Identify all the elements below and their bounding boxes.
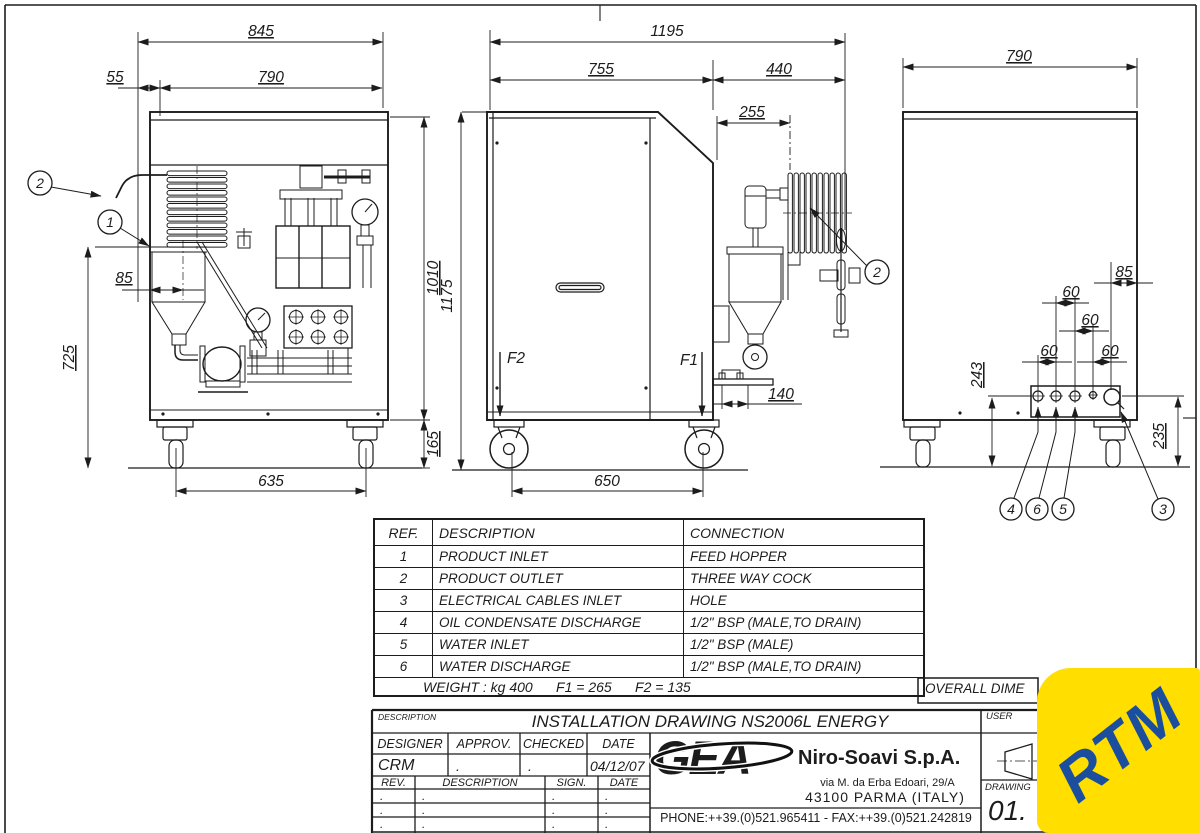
dim-1010: 1010	[425, 260, 442, 296]
rev-cell: .	[422, 817, 426, 831]
label-f1: F1	[679, 352, 699, 369]
callout-5: 5	[1059, 501, 1067, 517]
pressure-gauge-top	[352, 199, 378, 288]
approv-value: .	[456, 758, 460, 774]
cooling-coil-side	[783, 173, 852, 253]
table-row: 2 PRODUCT OUTLET THREE WAY COCK	[374, 568, 924, 590]
callout-6: 6	[1033, 501, 1041, 517]
caster-front-left	[157, 420, 193, 468]
dim-1175: 1175	[439, 279, 456, 313]
dim-1195: 1195	[650, 23, 684, 40]
rev-cell: .	[380, 789, 384, 803]
brace	[197, 242, 262, 348]
col-description: DESCRIPTION	[433, 519, 684, 546]
door-handle	[556, 283, 604, 292]
outlet-pipe	[116, 175, 167, 198]
back-view	[880, 48, 1190, 520]
side-machinery	[713, 173, 860, 385]
col-ref: REF.	[374, 519, 433, 546]
table-row: 4 OIL CONDENSATE DISCHARGE 1/2" BSP (MALE,TO DRAIN)	[374, 612, 924, 634]
dim-790: 790	[258, 69, 284, 86]
dim-725: 725	[61, 345, 78, 371]
back-dimensions	[903, 48, 1184, 466]
dim-255: 255	[739, 104, 765, 121]
weight-note: WEIGHT : kg 400 F1 = 265 F2 = 135	[374, 678, 924, 697]
dim-60-3: 60	[1040, 343, 1058, 360]
rev-cell: .	[605, 817, 609, 831]
checked-label: CHECKED	[522, 737, 585, 751]
dim-60-4: 60	[1101, 343, 1119, 360]
callout-1: 1	[106, 214, 114, 230]
date-value: 04/12/07	[590, 758, 645, 774]
callout-4: 4	[1007, 501, 1015, 517]
overall-dimensions-note: OVERALL DIME	[925, 681, 1025, 696]
callout-3: 3	[1159, 501, 1167, 517]
side-view	[439, 23, 889, 497]
company-name: Niro-Soavi S.p.A.	[798, 747, 961, 769]
cylinder	[745, 186, 766, 247]
description-label: DESCRIPTION	[378, 712, 437, 722]
rev-cell: .	[605, 803, 609, 817]
designer-value: CRM	[378, 757, 415, 774]
rev-date-label: DATE	[609, 777, 639, 789]
cooling-coil	[167, 166, 227, 249]
caster-back-left	[904, 420, 940, 467]
table-header-row	[374, 519, 924, 546]
connection-panel	[1031, 386, 1124, 417]
phone-fax: PHONE:++39.(0)521.965411 - FAX:++39.(0)521.242819	[660, 811, 972, 825]
table-footer-row	[374, 678, 924, 697]
dim-635: 635	[258, 473, 284, 490]
dim-440: 440	[766, 61, 792, 78]
rev-cell: .	[380, 803, 384, 817]
connections-table	[373, 518, 925, 697]
dim-55: 55	[106, 69, 124, 86]
dim-845: 845	[248, 23, 274, 40]
dim-140: 140	[768, 386, 794, 403]
hand-valve	[236, 228, 252, 248]
callout-2: 2	[873, 264, 881, 280]
svg-text:GEA: GEA	[654, 731, 750, 784]
address-line-2: 43100 PARMA (ITALY)	[805, 789, 965, 805]
caster-back-right	[1094, 420, 1130, 467]
feed-hopper-side	[713, 247, 783, 385]
drawing-number-label: DRAWING	[985, 782, 1031, 793]
rev-cell: .	[552, 789, 556, 803]
table-row: 5 WATER INLET 1/2" BSP (MALE)	[374, 634, 924, 656]
rev-cell: .	[605, 789, 609, 803]
dim-85: 85	[115, 270, 133, 287]
side-dimensions	[439, 23, 845, 497]
callout-2: 2	[36, 175, 44, 191]
rtm-watermark	[1037, 668, 1200, 833]
back-callouts	[1000, 407, 1174, 520]
sheet-frame	[5, 5, 1196, 833]
front-dimensions	[61, 23, 442, 497]
col-connection: CONNECTION	[684, 519, 925, 546]
flange-grid	[284, 306, 352, 348]
rev-cell: .	[552, 803, 556, 817]
sign-label: SIGN.	[556, 777, 587, 789]
caster-side-left	[490, 420, 528, 468]
drawing-title: INSTALLATION DRAWING NS2006L ENERGY	[531, 712, 889, 731]
address-line-1: via M. da Erba Edoari, 29/A	[820, 777, 955, 789]
caster-side-right	[685, 420, 723, 468]
dim-60-1: 60	[1062, 284, 1080, 301]
approv-label: APPROV.	[456, 737, 512, 751]
dim-60-2: 60	[1081, 312, 1099, 329]
screw-dots	[161, 412, 379, 415]
dim-755: 755	[588, 61, 614, 78]
caster-front-right	[347, 420, 383, 468]
dim-85-back: 85	[1115, 264, 1133, 281]
pump	[198, 346, 248, 392]
compression-block	[276, 166, 370, 288]
label-f2: F2	[506, 350, 526, 367]
rev-cell: .	[380, 817, 384, 831]
pressure-gauge-mid	[246, 308, 270, 356]
table-row: 3 ELECTRICAL CABLES INLET HOLE	[374, 590, 924, 612]
dim-235: 235	[1151, 423, 1168, 449]
drawing-number: 01.	[988, 795, 1027, 826]
rev-cell: .	[422, 803, 426, 817]
feed-hopper	[150, 240, 207, 360]
front-view	[28, 23, 442, 497]
rev-label: REV.	[381, 777, 406, 789]
dim-165: 165	[425, 431, 442, 457]
dim-650: 650	[594, 473, 620, 490]
dim-243: 243	[969, 362, 986, 388]
front-machinery	[116, 166, 378, 392]
gea-logo	[651, 731, 792, 784]
checked-value: .	[528, 758, 532, 774]
dim-790-back: 790	[1006, 48, 1032, 65]
designer-label: DESIGNER	[377, 737, 443, 751]
rev-cell: .	[422, 789, 426, 803]
date-label: DATE	[602, 737, 635, 751]
rev-description-label: DESCRIPTION	[442, 777, 518, 789]
projection-symbol-icon	[997, 744, 1040, 779]
table-row: 1 PRODUCT INLET FEED HOPPER	[374, 546, 924, 568]
user-label: USER	[986, 711, 1013, 722]
rev-cell: .	[552, 817, 556, 831]
front-callouts	[28, 171, 149, 246]
rtm-watermark-text: RTM	[1043, 675, 1197, 816]
table-row: 6 WATER DISCHARGE 1/2" BSP (MALE,TO DRAIN)	[374, 656, 924, 678]
